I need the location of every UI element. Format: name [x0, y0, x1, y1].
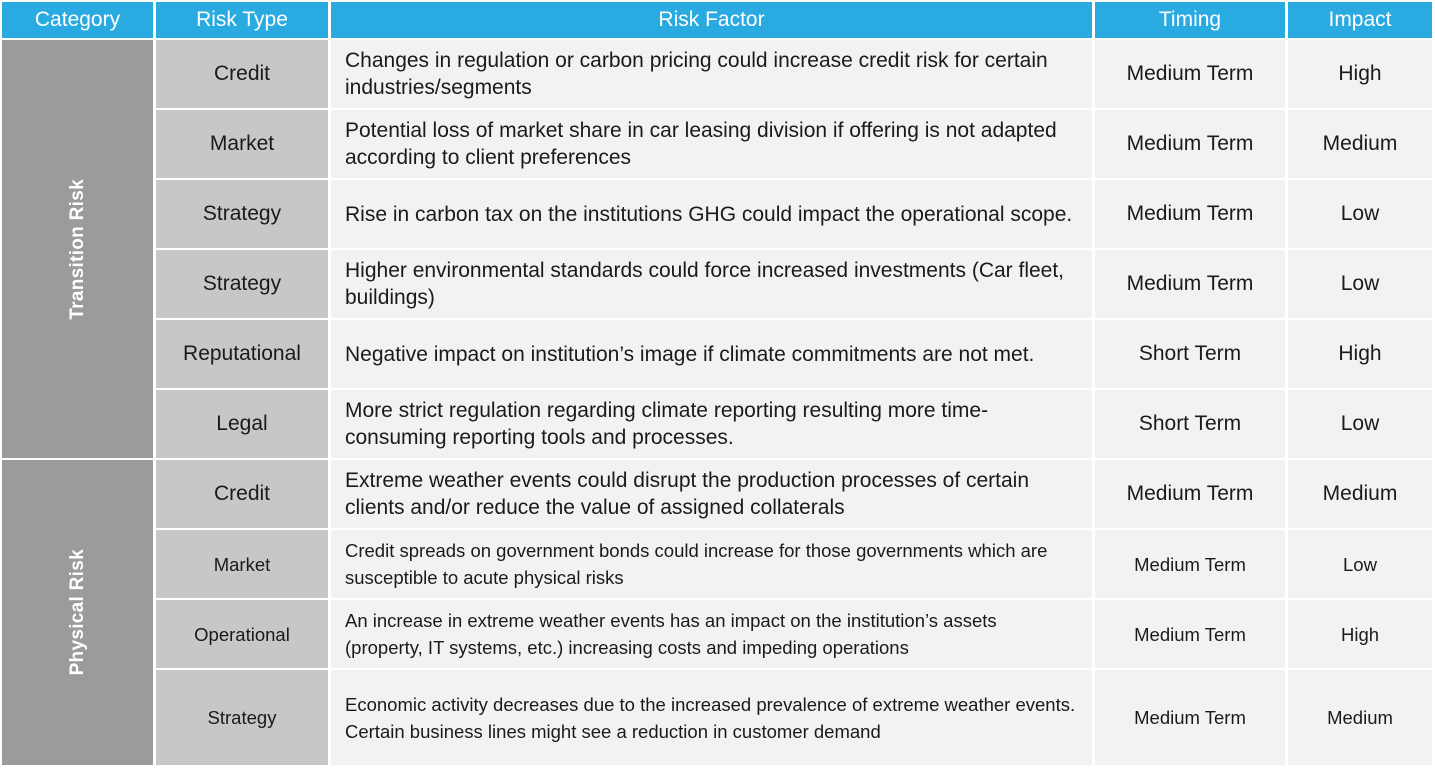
- header-category: Category: [2, 2, 153, 38]
- impact-cell: Low: [1288, 180, 1432, 248]
- timing-cell: Short Term: [1095, 390, 1285, 458]
- impact-cell: Medium: [1288, 110, 1432, 178]
- risk-type-cell: Legal: [156, 390, 328, 458]
- timing-cell: Medium Term: [1095, 110, 1285, 178]
- timing-cell: Medium Term: [1095, 670, 1285, 765]
- risk-type-cell: Market: [156, 110, 328, 178]
- risk-type-cell: Strategy: [156, 670, 328, 765]
- impact-cell: Medium: [1288, 460, 1432, 528]
- risk-type-cell: Credit: [156, 40, 328, 108]
- impact-cell: High: [1288, 320, 1432, 388]
- risk-type-cell: Credit: [156, 460, 328, 528]
- header-timing: Timing: [1095, 2, 1285, 38]
- impact-cell: High: [1288, 40, 1432, 108]
- timing-cell: Medium Term: [1095, 40, 1285, 108]
- risk-factor-cell: Higher environmental standards could force increased investments (Car fleet, buildings): [331, 250, 1092, 318]
- category-physical-risk: [2, 460, 153, 765]
- risk-type-cell: Market: [156, 530, 328, 598]
- risk-table: [2, 2, 1432, 765]
- header-risk-factor: Risk Factor: [331, 2, 1092, 38]
- risk-factor-cell: Extreme weather events could disrupt the production processes of certain clients and/or reduce the value of assigned collaterals: [331, 460, 1092, 528]
- risk-factor-cell: More strict regulation regarding climate reporting resulting more time-consuming reporting tools and processes.: [331, 390, 1092, 458]
- impact-cell: High: [1288, 600, 1432, 668]
- timing-cell: Medium Term: [1095, 600, 1285, 668]
- risk-factor-cell: Potential loss of market share in car leasing division if offering is not adapted according to client preferences: [331, 110, 1092, 178]
- risk-factor-cell: Changes in regulation or carbon pricing could increase credit risk for certain industries/segments: [331, 40, 1092, 108]
- risk-type-cell: Strategy: [156, 250, 328, 318]
- header-impact: Impact: [1288, 2, 1432, 38]
- risk-factor-cell: Rise in carbon tax on the institutions GHG could impact the operational scope.: [331, 180, 1092, 248]
- timing-cell: Medium Term: [1095, 250, 1285, 318]
- impact-cell: Medium: [1288, 670, 1432, 765]
- impact-cell: Low: [1288, 530, 1432, 598]
- category-label: Physical Risk: [66, 549, 88, 676]
- category-transition-risk: [2, 40, 153, 458]
- risk-type-cell: Operational: [156, 600, 328, 668]
- risk-factor-cell: Credit spreads on government bonds could increase for those governments which are susceptible to acute physical risks: [331, 530, 1092, 598]
- risk-type-cell: Strategy: [156, 180, 328, 248]
- timing-cell: Medium Term: [1095, 530, 1285, 598]
- timing-cell: Short Term: [1095, 320, 1285, 388]
- risk-factor-cell: Economic activity decreases due to the increased prevalence of extreme weather events. Certain business lines might see a reduction in customer demand: [331, 670, 1092, 765]
- impact-cell: Low: [1288, 250, 1432, 318]
- category-label: Transition Risk: [66, 178, 88, 320]
- timing-cell: Medium Term: [1095, 180, 1285, 248]
- risk-factor-cell: Negative impact on institution’s image if climate commitments are not met.: [331, 320, 1092, 388]
- impact-cell: Low: [1288, 390, 1432, 458]
- timing-cell: Medium Term: [1095, 460, 1285, 528]
- header-risk-type: Risk Type: [156, 2, 328, 38]
- risk-factor-cell: An increase in extreme weather events has an impact on the institution’s assets (property, IT systems, etc.) increasing costs and impeding operations: [331, 600, 1092, 668]
- risk-type-cell: Reputational: [156, 320, 328, 388]
